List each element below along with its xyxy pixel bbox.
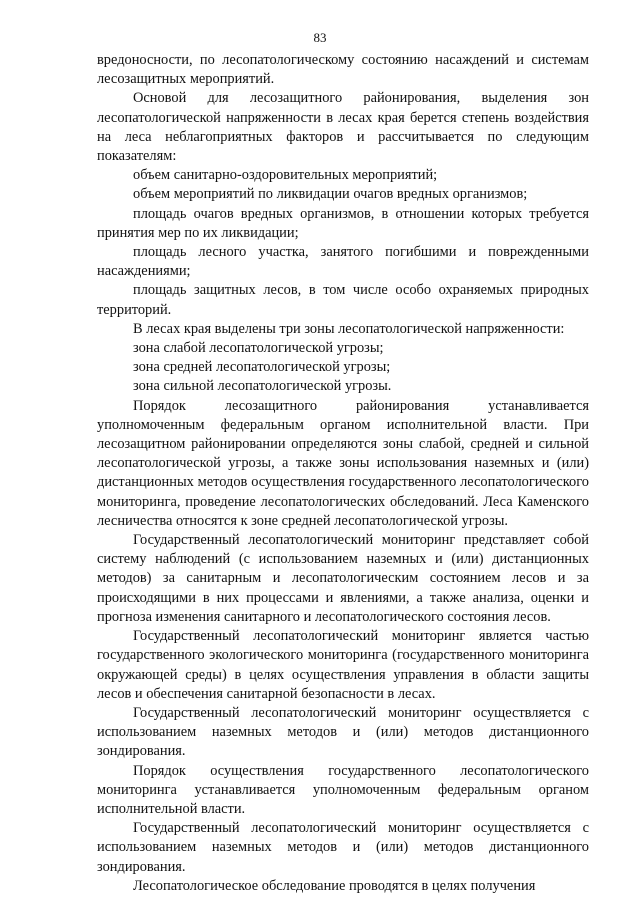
paragraph: Государственный лесопатологический мониторинг является частью государственного экологического мониторинга (государственного мониторинга окружающей среды) в целях осуществления управления в области защиты лесов и обеспечения санитарной безопасности в лесах. (97, 628, 589, 702)
paragraph: площадь очагов вредных организмов, в отношении которых требуется принятия мер по их ликвидации; (97, 205, 589, 241)
page-body (97, 51, 589, 896)
paragraph: Государственный лесопатологический мониторинг представляет собой систему наблюдений (с использованием наземных и (или) дистанционных методов) за санитарным и лесопатологическим состоянием лесов и за происходящими в них процессами и явлениями, а также анализа, оценки и прогноза изменения санитарного и лесопатологического состояния лесов. (97, 532, 589, 625)
paragraph: зона средней лесопатологической угрозы; (133, 359, 391, 376)
paragraph: вредоносности, по лесопатологическому состоянию насаждений и системам лесозащитных мероприятий. (97, 52, 589, 88)
paragraph: Порядок осуществления государственного лесопатологического мониторинга устанавливается уполномоченным федеральным органом исполнительной власти. (97, 762, 589, 817)
paragraph: Порядок лесозащитного районирования устанавливается уполномоченным федеральным органом исполнительной власти. При лесозащитном районировании определяются зоны слабой, средней и сильной лесопатологической угрозы, а также зоны использования наземных и (или) дистанционных методов осуществления государственного лесопатологического мониторинга, проведение лесопатологических обследований. Леса Каменского лесничества относятся к зоне средней лесопатологической угрозы. (97, 397, 589, 529)
paragraph: В лесах края выделены три зоны лесопатологической напряженности: (133, 320, 565, 337)
paragraph: объем санитарно-оздоровительных мероприятий; (133, 167, 438, 184)
paragraph: зона сильной лесопатологической угрозы. (133, 378, 392, 395)
paragraph: Государственный лесопатологический мониторинг осуществляется с использованием наземных методов и (или) методов дистанционного зондирования. (97, 704, 589, 760)
paragraph: зона слабой лесопатологической угрозы; (133, 340, 384, 357)
paragraph: площадь защитных лесов, в том числе особо охраняемых природных территорий. (97, 282, 589, 318)
paragraph: Государственный лесопатологический мониторинг осуществляется с использованием наземных методов и (или) методов дистанционного зондирования. (97, 820, 589, 875)
page-number: 83 (313, 30, 327, 45)
paragraph: Основой для лесозащитного районирования, выделения зон лесопатологической напряженности в лесах края берется степень воздействия на леса неблагоприятных факторов и рассчитывается по следующим показателям: (97, 90, 589, 165)
paragraph: объем мероприятий по ликвидации очагов вредных организмов; (133, 186, 528, 203)
paragraph: Лесопатологическое обследование проводятся в целях получения (133, 877, 536, 894)
paragraph: площадь лесного участка, занятого погибшими и поврежденными насаждениями; (97, 244, 589, 280)
